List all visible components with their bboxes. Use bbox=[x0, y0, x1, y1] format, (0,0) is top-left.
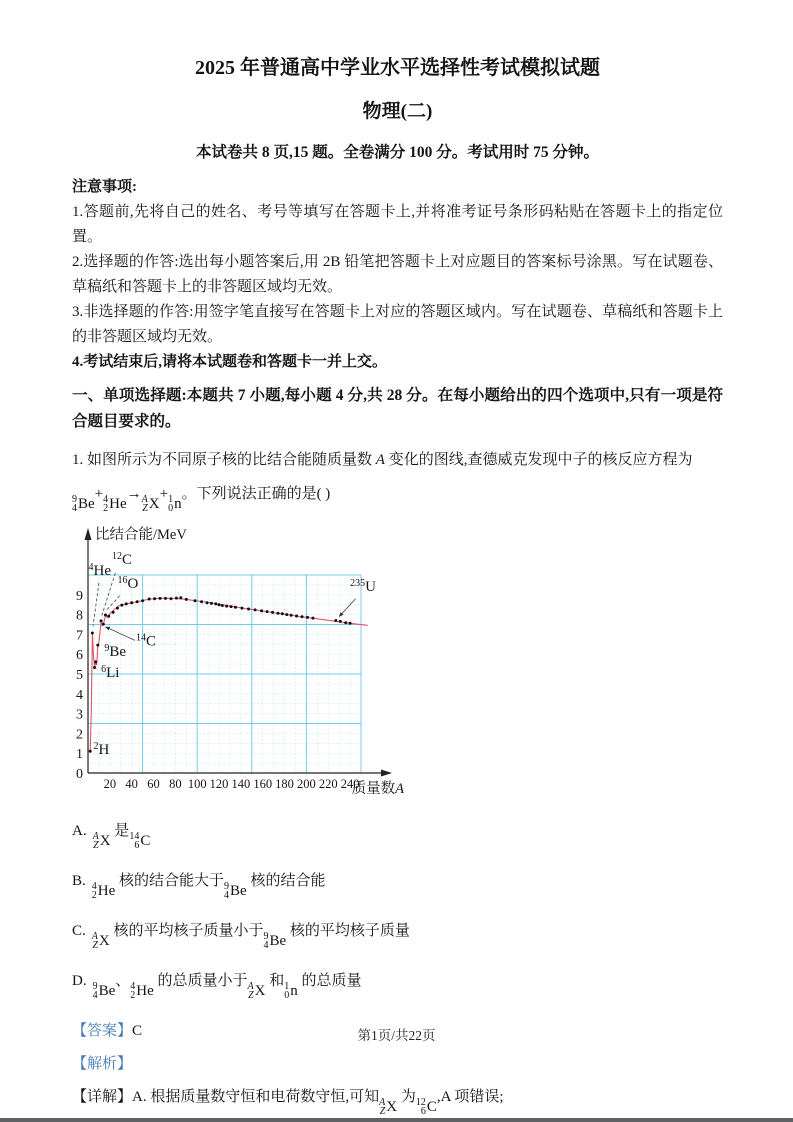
svg-text:160: 160 bbox=[253, 777, 273, 791]
svg-text:100: 100 bbox=[187, 777, 207, 791]
option-d-text: 9 4 Be 、 4 2 He 的总质量小于 A Z X 和 1 0 n 的总质量 bbox=[92, 973, 362, 1001]
binding-energy-chart bbox=[54, 523, 723, 807]
svg-text:质量数A: 质量数A bbox=[351, 781, 404, 797]
svg-text:7: 7 bbox=[76, 628, 83, 644]
svg-text:80: 80 bbox=[169, 777, 182, 791]
svg-text:6: 6 bbox=[76, 648, 83, 664]
option-c-text: A Z X 核的平均核子质量小于 9 4 Be 核的平均核子质量 bbox=[91, 923, 410, 951]
svg-text:16O: $^{16}$O bbox=[117, 574, 139, 592]
svg-text:0: 0 bbox=[76, 767, 83, 782]
exam-info: 本试卷共 8 页,15 题。全卷满分 100 分。考试用时 75 分钟。 bbox=[195, 144, 599, 161]
nuclide-He: 4 2 He bbox=[91, 881, 116, 901]
svg-text:60: 60 bbox=[147, 777, 160, 791]
svg-text:20: 20 bbox=[103, 777, 117, 791]
nuclide-Be: 9 4 Be bbox=[72, 494, 95, 514]
nuclide-X: A Z X bbox=[91, 931, 110, 951]
option-b bbox=[72, 869, 723, 903]
svg-text:180: 180 bbox=[275, 777, 294, 791]
svg-text:8: 8 bbox=[76, 608, 83, 624]
section-heading: 一、单项选择题:本题共 7 小题,每小题 4 分,共 28 分。在每小题给出的四个选项中,只有一项是符合题目要求的。 bbox=[72, 387, 723, 430]
svg-text:9: 9 bbox=[76, 588, 83, 604]
option-a-text: A Z X 是 14 6 C bbox=[92, 823, 151, 851]
svg-text:5: 5 bbox=[76, 668, 83, 683]
question-number: 1. bbox=[72, 452, 84, 468]
answer-label: 【答案】 bbox=[72, 1023, 133, 1039]
nuclide-Be: 9 4 Be bbox=[263, 931, 287, 951]
detail-text: A. 根据质量数守恒和电荷数守恒,可知 A Z X 为 12 6 C ,A 项错误; bbox=[132, 1089, 504, 1117]
detail-label: 【详解】 bbox=[72, 1089, 133, 1105]
option-c bbox=[72, 919, 723, 953]
option-a bbox=[72, 819, 723, 853]
nuclide-X: A Z X bbox=[379, 1097, 398, 1117]
nuclide-n: 1 0 n bbox=[284, 981, 298, 1001]
page-bottom-edge bbox=[0, 1118, 793, 1122]
notice-item-3: 3.非选择题的作答:用签字笔直接写在答题卡上对应的答题区域内。写在试题卷、草稿纸和答题卡上的非答题区域均无效。 bbox=[72, 304, 723, 345]
question-stem bbox=[72, 447, 723, 473]
option-a-label: A. bbox=[72, 823, 87, 839]
nuclide-C: 14 6 C bbox=[129, 831, 151, 851]
page-subtitle: 物理(二) bbox=[362, 101, 433, 122]
answer-value: C bbox=[132, 1023, 143, 1039]
nuclide-C: 12 6 C bbox=[415, 1097, 437, 1117]
svg-text:2: 2 bbox=[76, 727, 83, 743]
notice-item-2: 2.选择题的作答:选出每小题答案后,用 2B 铅笔把答题卡上对应题目的答案标号涂黑。写在试题卷、草稿纸和答题卡上的非答题区域均无效。 bbox=[72, 254, 723, 295]
nuclide-He: 4 2 He bbox=[130, 981, 154, 1001]
svg-text:比结合能/MeV: 比结合能/MeV bbox=[95, 527, 187, 543]
svg-text:2H: $^2$H bbox=[93, 741, 110, 759]
notice-heading: 注意事项: bbox=[72, 179, 137, 195]
svg-text:120: 120 bbox=[209, 777, 229, 791]
nuclide-Be: 9 4 Be bbox=[224, 881, 247, 901]
nuclide-n: 1 0 n bbox=[168, 494, 182, 514]
notice-item-1: 1.答题前,先将自己的姓名、考号等填写在答题卡上,并将准考证号条形码粘贴在答题卡上的指定位置。 bbox=[72, 204, 723, 245]
option-b-label: B. bbox=[72, 873, 86, 889]
page-footer: 第1页/共22页 bbox=[357, 1028, 436, 1043]
svg-text:40: 40 bbox=[125, 777, 138, 791]
page-title: 2025 年普通高中学业水平选择性考试模拟试题 bbox=[195, 57, 600, 79]
question-stem-text: 如图所示为不同原子核的比结合能随质量数 A 变化的图线,查德威克发现中子的核反应方程为 bbox=[83, 452, 693, 468]
svg-text:6Li: $^6$Li bbox=[101, 663, 120, 681]
svg-text:14C: $^{14}$C bbox=[136, 632, 157, 650]
option-c-label: C. bbox=[72, 923, 86, 939]
svg-text:4He: $^4$He bbox=[88, 562, 112, 579]
svg-text:1: 1 bbox=[76, 747, 83, 763]
svg-text:4: 4 bbox=[76, 687, 83, 703]
nuclide-X: A Z X bbox=[247, 981, 266, 1001]
option-d-label: D. bbox=[72, 973, 87, 989]
svg-text:140: 140 bbox=[231, 777, 251, 791]
analysis-label: 【解析】 bbox=[72, 1056, 133, 1072]
nuclide-Be: 9 4 Be bbox=[92, 981, 116, 1001]
notice-item-4: 4.考试结束后,请将本试题卷和答题卡一并上交。 bbox=[72, 354, 388, 370]
svg-text:12C: $^{12}$C bbox=[112, 551, 133, 569]
option-d bbox=[72, 969, 723, 1003]
svg-text:9Be: $^9$Be bbox=[104, 643, 127, 661]
svg-text:200: 200 bbox=[297, 777, 316, 791]
option-b-text: 4 2 He 核的结合能大于 9 4 Be 核的结合能 bbox=[91, 873, 326, 901]
svg-text:3: 3 bbox=[76, 707, 83, 723]
svg-text:240: 240 bbox=[340, 777, 360, 791]
nuclide-He: 4 2 He bbox=[103, 494, 127, 514]
svg-text:235U: $^{235}$U bbox=[350, 577, 376, 595]
nuclide-X: A Z X bbox=[141, 494, 160, 514]
question-equation: 9 4 Be + 4 2 He → A Z X + 1 0 n 。下列说法正确的是( ) bbox=[72, 481, 723, 517]
nuclide-X: A Z X bbox=[92, 831, 111, 851]
svg-text:220: 220 bbox=[318, 777, 338, 791]
detail-line bbox=[72, 1085, 723, 1119]
